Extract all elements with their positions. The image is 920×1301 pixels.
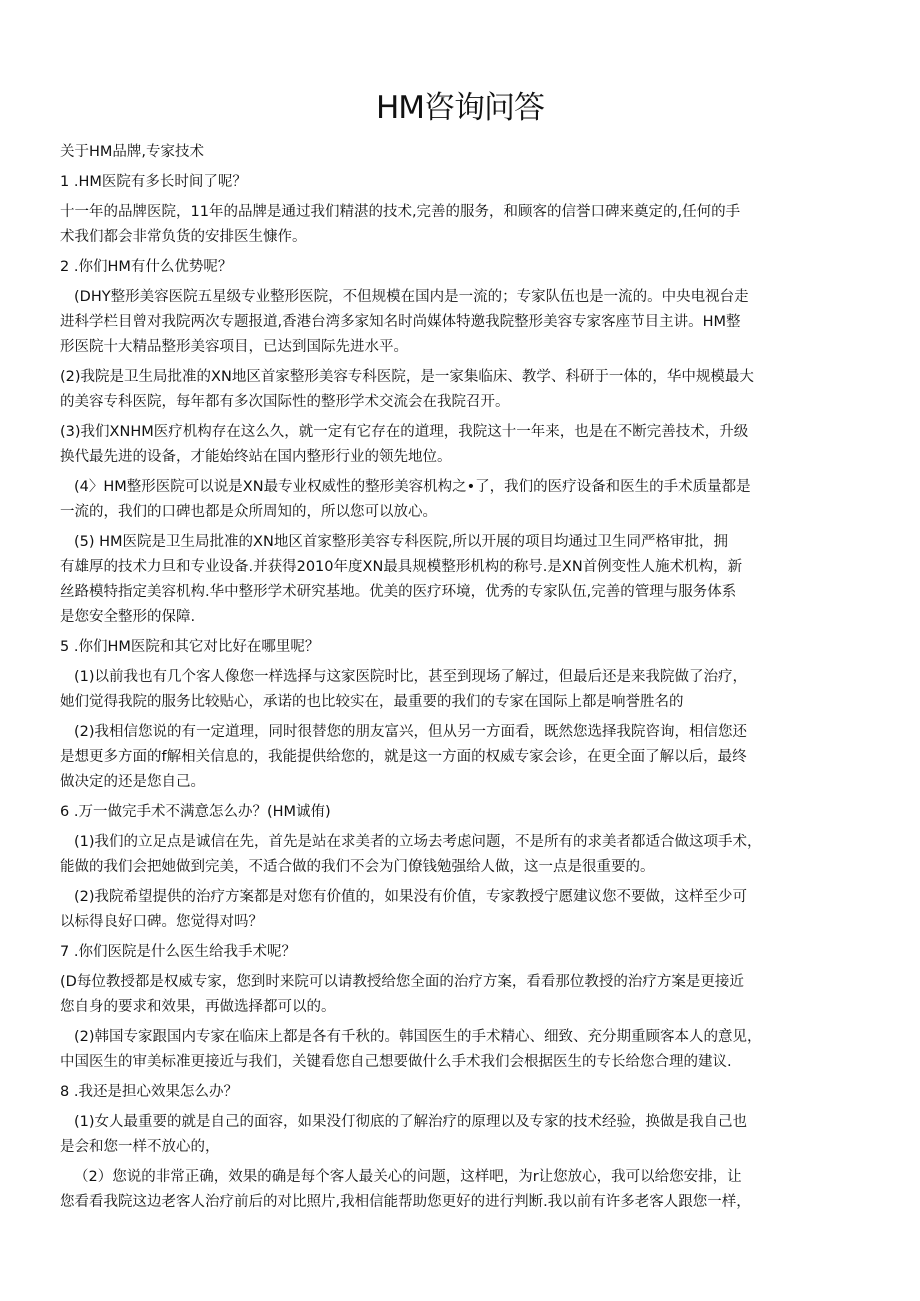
document-body [60, 140, 860, 1215]
page-title: HM咨询问答 [375, 90, 545, 126]
answer-line: 做决定的还是您自己。 [60, 774, 205, 790]
answer-line: 是想更多方面的f解相关信息的，我能提供给您的，就是这一方面的权威专家会诊，在更全面了解以后，最终 [60, 749, 747, 765]
answer-5-2 [60, 720, 860, 795]
answer-line: 她们觉得我院的服务比较贴心，承诺的也比较实在，最重要的我们的专家在国际上都是响誉胜名的 [60, 694, 684, 710]
answer-2-4 [60, 475, 860, 525]
answer-line: 十一年的品牌医院，11年的品牌是通过我们精湛的技术,完善的服务，和顾客的信誉口碑来奠定的,任何的手 [60, 204, 741, 220]
question-5: 5 .你们HM医院和其它对比好在哪里呢？ [60, 639, 320, 655]
answer-line: (4〉HM整形医院可以说是XN最专业权威性的整形美容机构之•了，我们的医疗设备和医生的手术质量都是 [74, 479, 751, 495]
answer-line: (1)我们的立足点是诚信在先，首先是站在求美者的立场去考虑问题，不是所有的求美者都适合做这项手术， [74, 834, 762, 850]
answer-line: (2)我院是卫生局批准的XN地区首家整形美容专科医院，是一家集临床、教学、科研于一体的，华中规模最大 [60, 369, 754, 385]
answer-7-1 [60, 970, 860, 1020]
answer-line: 您自身的要求和效果，再做选择都可以的。 [60, 999, 336, 1015]
answer-7-2 [60, 1025, 860, 1075]
answer-8-1 [60, 1110, 860, 1160]
answer-line: (1)以前我也有几个客人像您一样选择与这家医院时比，甚至到现场了解过，但最后还是来我院做了治疗， [74, 669, 748, 685]
answer-1 [60, 200, 860, 250]
answer-line: （2）您说的非常正确，效果的确是每个客人最关心的问题，这样吧，为r让您放心，我可以给您安排，让 [74, 1169, 742, 1185]
answer-line: 进科学栏目曾对我院两次专题报道,香港台湾多家知名时尚媒体特邀我院整形美容专家客座节目主讲。HM整 [60, 314, 741, 330]
answer-5-1 [60, 665, 860, 715]
answer-6-2 [60, 885, 860, 935]
answer-line: 您看看我院这边老客人治疗前后的对比照片,我相信能帮助您更好的进行判断.我以前有许多老客人跟您一样， [60, 1194, 751, 1210]
answer-line: (DHY整形美容医院五星级专业整形医院，不但规模在国内是一流的；专家队伍也是一流的。中央电视台走 [74, 289, 749, 305]
answer-2-3 [60, 420, 860, 470]
answer-line: 形医院十大精品整形美容项目，已达到国际先进水平。 [60, 339, 408, 355]
answer-line: 是您安全整形的保障. [60, 609, 196, 625]
answer-line: 有雄厚的技术力旦和专业设备.并获得2010年度XN最具规模整形机构的称号.是XN首例变性人施术机构，新 [60, 559, 743, 575]
question-2: 2 .你们HM有什么优势呢？ [60, 259, 233, 275]
question-7: 7 .你们医院是什么医生给我手术呢？ [60, 944, 296, 960]
answer-2-1 [60, 285, 860, 360]
answer-line: (3)我们XNHM医疗机构存在这么久，就一定有它存在的道理，我院这十一年来，也是在不断完善技术，升级 [60, 424, 749, 440]
answer-line: 丝路模特指定美容机构.华中整形学术研究基地。优美的医疗环境，优秀的专家队伍,完善的管理与服务体系 [60, 584, 737, 600]
answer-line: (D每位教授都是权威专家，您到时来院可以请教授给您全面的治疗方案，看看那位教授的治疗方案是更接近 [60, 974, 744, 990]
question-1: 1 .HM医院有多长时间了呢？ [60, 174, 247, 190]
question-6: 6 .万一做完手术不满意怎么办？(HM诚侑) [60, 804, 331, 820]
answer-2-5 [60, 530, 860, 630]
answer-line: 是会和您一样不放心的， [60, 1139, 220, 1155]
answer-line: 一流的，我们的口碑也都是众所周知的，所以您可以放心。 [60, 504, 437, 520]
answer-line: (5) HM医院是卫生局批准的XN地区首家整形美容专科医院,所以开展的项目均通过卫生同严格审批，拥 [74, 534, 728, 550]
answer-line: 以标得良好口碑。您觉得对吗？ [60, 914, 263, 930]
answer-line: 能做的我们会把她做到完美，不适合做的我们不会为门僚钱勉强给人做，这一点是很重要的。 [60, 859, 655, 875]
answer-line: 术我们都会非常负货的安排医生慷作。 [60, 229, 307, 245]
question-8: 8 .我还是担心效果怎么办？ [60, 1084, 238, 1100]
answer-line: (2)韩国专家跟国内专家在临床上都是各有千秋的。韩国医生的手术精心、细致、充分期重顾客本人的意见， [74, 1029, 762, 1045]
answer-6-1 [60, 830, 860, 880]
answer-line: (2)我院希望提供的治疗方案都是对您有价值的，如果没有价值，专家教授宁愿建议您不要做，这样至少可 [74, 889, 748, 905]
answer-line: (2)我相信您说的有一定道理，同时很替您的朋友富兴，但从另一方面看，既然您选择我院咨询，相信您还 [74, 724, 748, 740]
section-heading: 关于HM品牌,专家技术 [60, 144, 205, 160]
answer-line: (1)女人最重要的就是自己的面容，如果没仃彻底的了解治疗的原理以及专家的技术经验，换做是我自己也 [74, 1114, 748, 1130]
answer-line: 中国医生的审美标准更接近与我们，关键看您自己想要做什么手术我们会根据医生的专长给您合理的建议. [60, 1054, 732, 1070]
answer-2-2 [60, 365, 860, 415]
answer-line: 的美容专科医院，每年都有多次国际性的整形学术交流会在我院召开。 [60, 394, 510, 410]
answer-8-2 [60, 1165, 860, 1215]
answer-line: 换代最先进的设备，才能始终站在国内整形行业的领先地位。 [60, 449, 452, 465]
